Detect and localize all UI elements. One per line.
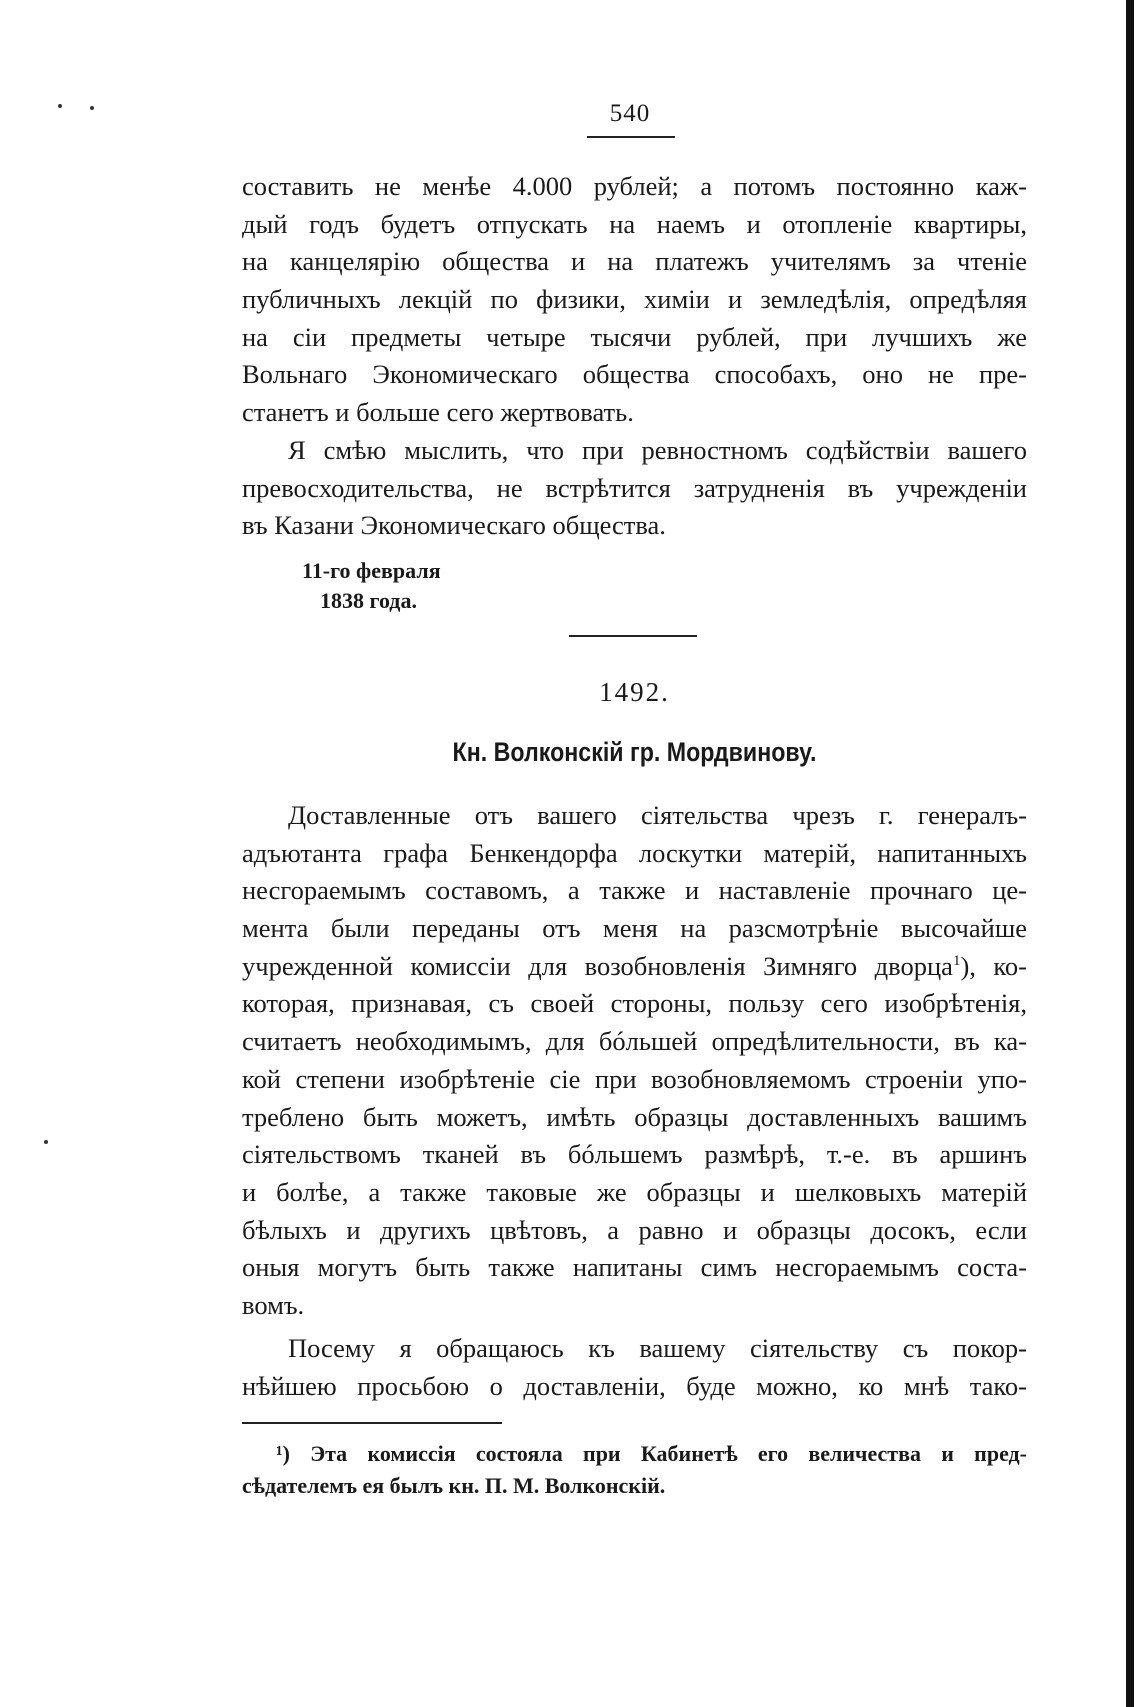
paragraph-3 [242, 797, 1027, 1325]
text-line: на сіи предметы четыре тысячи рублей, при лучшихъ же [242, 321, 1027, 352]
text-line: кой степени изобрѣтеніе сіе при возобновляемомъ строеніи упо- [242, 1063, 1027, 1094]
text-line: составить не менѣе 4.000 рублей; а потомъ постоянно каж- [242, 171, 1027, 201]
text-line: бѣлыхъ и другихъ цвѣтовъ, а равно и образцы досокъ, если [242, 1214, 1027, 1245]
text-line: Доставленные отъ вашего сіятельства чрезъ г. генералъ- [288, 800, 1027, 830]
paragraph-1 [242, 168, 1027, 432]
footnote-reference: 1 [952, 952, 961, 969]
section-separator [569, 635, 697, 637]
text-line: оныя могутъ быть также напитаны симъ несгораемымъ соста- [242, 1252, 1027, 1283]
scan-speck [90, 106, 94, 110]
text-line: Я смѣю мыслить, что при ревностномъ содѣйствіи вашего [288, 435, 1027, 465]
footnote-marker: ¹) [276, 1441, 290, 1466]
text-line-tail: ), ко- [960, 950, 1027, 981]
text-line: публичныхъ лекцій по физики, химіи и земледѣлія, опредѣляя [242, 284, 1027, 315]
date-year: 1838 года. [320, 588, 417, 613]
date-day: 11-го февраля [302, 558, 441, 583]
text-line: превосходительства, не встрѣтится затрудненія въ учрежденіи [242, 472, 1027, 503]
scan-page-edge [1126, 0, 1134, 1707]
paragraph-2 [242, 432, 1027, 545]
text-line: которая, признавая, съ своей стороны, пользу сего изобрѣтенія, [242, 988, 1027, 1019]
text-line: адъютанта графа Бенкендорфа лоскутки матерій, напитанныхъ [242, 837, 1027, 868]
scan-speck [44, 1140, 48, 1144]
text-line: нѣйшею просьбою о доставленіи, буде можно, ко мнѣ тако- [242, 1370, 1027, 1401]
text-line [242, 948, 1027, 986]
document-title: Кн. Волконскій гр. Мордвинову. [452, 737, 817, 767]
letter-date [302, 556, 441, 616]
text-line: въ Казани Экономическаго общества. [242, 510, 666, 541]
footnote-line: сѣдателемъ ея былъ кн. П. М. Волконскій. [242, 1473, 666, 1498]
text-line-main: учрежденной комиссіи для возобновленія Зимняго дворца [242, 950, 953, 981]
text-line: несгораемымъ составомъ, а также и наставленіе прочнаго це- [242, 875, 1027, 906]
document-number: 1492. [599, 677, 670, 707]
text-line: Вольнаго Экономическаго общества способахъ, оно не пре- [242, 359, 1027, 390]
text-line: станетъ и больше сего жертвовать. [242, 397, 634, 428]
page-number: 540 [609, 100, 651, 127]
footnote [242, 1438, 1027, 1502]
text-line: вомъ. [242, 1289, 305, 1320]
text-line: Посему я обращаюсь къ вашему сіятельству съ покор- [288, 1333, 1027, 1363]
paragraph-4 [242, 1330, 1027, 1405]
footnote-separator [242, 1422, 502, 1424]
text-line: дый годъ будетъ отпускать на наемъ и отопленіе квартиры, [242, 208, 1027, 239]
text-line: и болѣе, а также таковые же образцы и шелковыхъ матерій [242, 1176, 1027, 1207]
footnote-line [242, 1438, 1027, 1470]
scan-speck [58, 104, 62, 108]
text-line: считаетъ необходимымъ, для бóльшей опредѣлительности, въ ка- [242, 1026, 1027, 1057]
text-line: сіятельствомъ тканей въ бóльшемъ размѣрѣ, т.-е. въ аршинъ [242, 1139, 1027, 1170]
text-line: на канцелярію общества и на платежъ учителямъ за чтеніе [242, 246, 1027, 277]
text-line: треблено быть можетъ, имѣть образцы доставленныхъ вашимъ [242, 1101, 1027, 1132]
page-number-underline [587, 136, 675, 138]
footnote-text: Эта комиссія состояла при Кабинетѣ его величества и пред- [310, 1441, 1027, 1466]
text-line: мента были переданы отъ меня на разсмотрѣніе высочайше [242, 913, 1027, 944]
